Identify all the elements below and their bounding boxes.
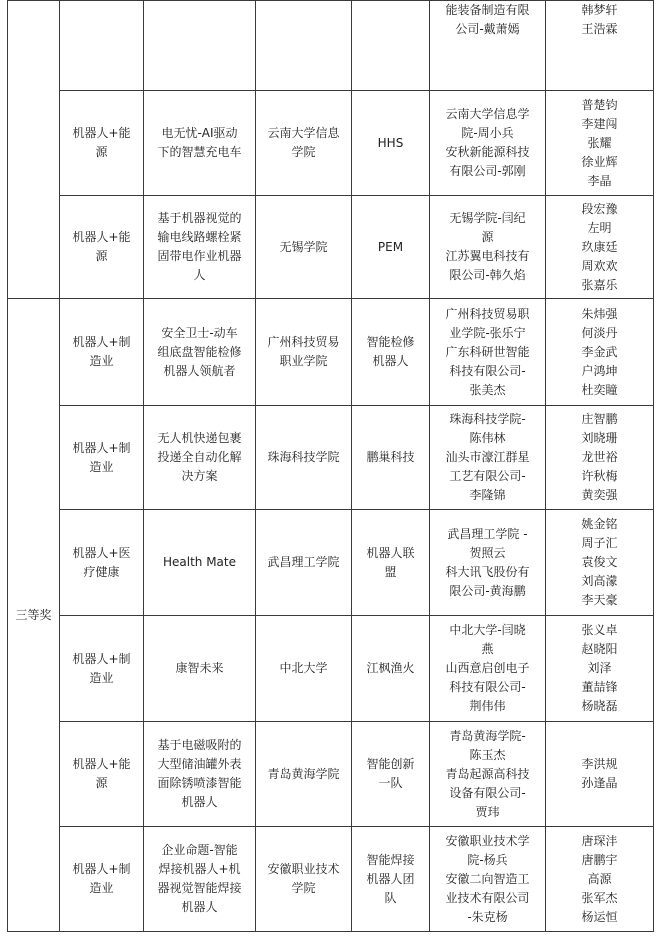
category-cell: 机器人+制 造业 [60, 299, 144, 406]
table-row [8, 299, 654, 406]
award-cell-empty [8, 1, 60, 299]
advisors-cell: 云南大学信息学 院-周小兵 安秋新能源科技 有限公司-郭刚 [430, 91, 546, 196]
school-cell: 无锡学院 [256, 196, 352, 299]
project-cell: 无人机快递包裹 投递全自动化解 决方案 [144, 406, 256, 510]
members-cell: 段宏豫 左明 玖康廷 周欢欢 张嘉乐 [546, 196, 654, 299]
advisors-cell: 安徽职业技术学 院-杨兵 安徽二向智造工 业技术有限公司 -朱克杨 [430, 827, 546, 932]
project-cell: Health Mate [144, 510, 256, 616]
category-cell: 机器人+制 造业 [60, 616, 144, 722]
advisors-cell: 青岛黄海学院- 陈玉杰 青岛起源高科技 设备有限公司- 贾玮 [430, 722, 546, 827]
category-cell [60, 1, 144, 91]
members-cell: 普楚钧 李建闯 张耀 徐业辉 李晶 [546, 91, 654, 196]
team-cell: 江枫渔火 [352, 616, 430, 722]
advisors-cell: 能装备制造有限 公司-戴萧嫣 [430, 1, 546, 91]
school-cell: 中北大学 [256, 616, 352, 722]
team-cell: 智能检修 机器人 [352, 299, 430, 406]
advisors-cell: 珠海科技学院- 陈伟林 汕头市濠江群星 工艺有限公司- 李隆锦 [430, 406, 546, 510]
table-row [8, 1, 654, 91]
school-cell: 青岛黄海学院 [256, 722, 352, 827]
team-cell [352, 1, 430, 91]
team-cell: HHS [352, 91, 430, 196]
category-cell: 机器人+能 源 [60, 196, 144, 299]
team-cell: 机器人联 盟 [352, 510, 430, 616]
table-row [8, 616, 654, 722]
members-cell: 张义卓 赵晓阳 刘泽 董喆锋 杨晓磊 [546, 616, 654, 722]
advisors-cell: 广州科技贸易职 业学院-张乐宁 广东科研世智能 科技有限公司- 张美杰 [430, 299, 546, 406]
members-cell: 唐琛沣 唐鹏宇 高源 张军杰 杨运恒 [546, 827, 654, 932]
project-cell: 安全卫士-动车 组底盘智能检修 机器人领航者 [144, 299, 256, 406]
table-row [8, 827, 654, 932]
award-label-cell: 三等奖 [8, 299, 60, 932]
school-cell: 珠海科技学院 [256, 406, 352, 510]
table-row [8, 510, 654, 616]
team-cell: 鹏巢科技 [352, 406, 430, 510]
advisors-cell: 中北大学-闫晓 燕 山西意启创电子 科技有限公司- 荆伟伟 [430, 616, 546, 722]
project-cell: 电无忧-AI驱动 下的智慧充电车 [144, 91, 256, 196]
award-table [7, 0, 654, 932]
members-cell: 韩梦轩 王浩霖 [546, 1, 654, 91]
project-cell: 企业命题-智能 焊接机器人+机 器视觉智能焊接 机器人 [144, 827, 256, 932]
advisors-cell: 无锡学院-闫纪 源 江苏翼电科技有 限公司-韩久焰 [430, 196, 546, 299]
members-cell: 庄智鹏 刘晓珊 龙世裕 许秋梅 黄奕强 [546, 406, 654, 510]
school-cell: 广州科技贸易 职业学院 [256, 299, 352, 406]
team-cell: PEM [352, 196, 430, 299]
category-cell: 机器人+制 造业 [60, 827, 144, 932]
members-cell: 姚金铭 周子汇 袁俊文 刘高濛 李天豪 [546, 510, 654, 616]
school-cell: 安徽职业技术 学院 [256, 827, 352, 932]
project-cell: 康智未来 [144, 616, 256, 722]
project-cell: 基于机器视觉的 输电线路螺栓紧 固带电作业机器 人 [144, 196, 256, 299]
category-cell: 机器人+能 源 [60, 722, 144, 827]
school-cell: 云南大学信息 学院 [256, 91, 352, 196]
team-cell: 智能创新 一队 [352, 722, 430, 827]
table-row [8, 406, 654, 510]
advisors-cell: 武昌理工学院 - 贺照云 科大讯飞股份有 限公司-黄海鹏 [430, 510, 546, 616]
project-cell: 基于电磁吸附的 大型储油罐外表 面除锈喷漆智能 机器人 [144, 722, 256, 827]
category-cell: 机器人+能 源 [60, 91, 144, 196]
members-cell: 李洪规 孙逢晶 [546, 722, 654, 827]
category-cell: 机器人+制 造业 [60, 406, 144, 510]
team-cell: 智能焊接 机器人团 队 [352, 827, 430, 932]
school-cell: 武昌理工学院 [256, 510, 352, 616]
table-row [8, 91, 654, 196]
table-row [8, 722, 654, 827]
project-cell [144, 1, 256, 91]
members-cell: 朱炜强 何淡丹 李金武 户鸿坤 杜奕瞳 [546, 299, 654, 406]
school-cell [256, 1, 352, 91]
table-row [8, 196, 654, 299]
category-cell: 机器人+医 疗健康 [60, 510, 144, 616]
